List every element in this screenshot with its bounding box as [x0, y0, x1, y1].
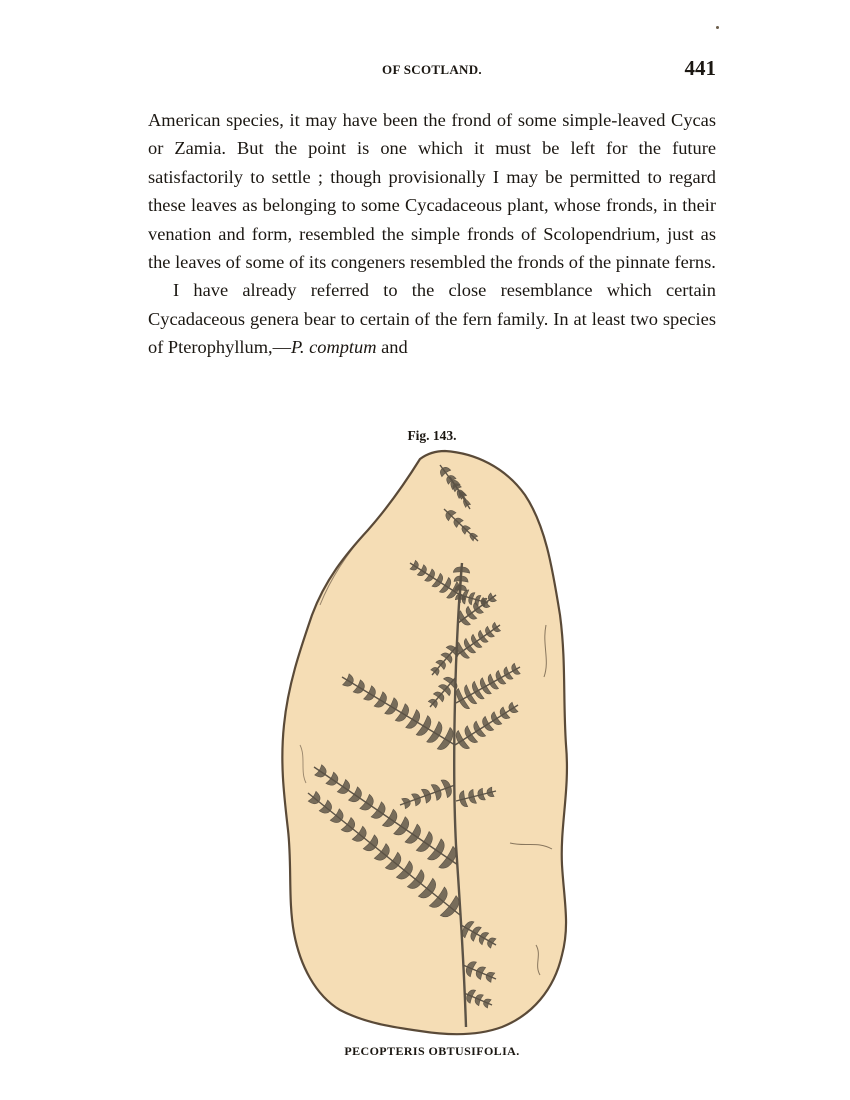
paragraph-1: American species, it may have been the frond of some simple-leaved Cycas or Zamia. But the point is one which it must be left for the future satisfactorily to settle ; though provisionally I may be permitted to regard these leaves as belonging to some Cycadaceous plant, whose fronds, in their venation and form, resembled the simple fronds of Scolopendrium, just as the leaves of some of its congeners resembled the fronds of the pinnate ferns.: [148, 110, 716, 273]
page-number: 441: [684, 56, 716, 80]
figure-label: Fig. 143.: [407, 428, 457, 443]
ink-speck: [716, 26, 719, 29]
paragraph-2-tail: and: [376, 337, 408, 358]
figure-caption: PECOPTERIS OBTUSIFOLIA.: [344, 1044, 520, 1058]
fossil-illustration: [270, 445, 590, 1045]
paragraph-2-text: I have already referred to the close resemblance which certain Cycadaceous genera bear to certain of the fern family. In at least two species of Pterophyllum,—: [148, 280, 716, 358]
stone-slab: [282, 451, 567, 1034]
fossil-engraving: [270, 445, 590, 1045]
running-head: [148, 56, 716, 86]
body-text: [148, 106, 716, 362]
species-name-italic: P. comptum: [291, 337, 377, 358]
running-title: OF SCOTLAND.: [382, 62, 482, 77]
paragraph-2: [148, 276, 716, 361]
